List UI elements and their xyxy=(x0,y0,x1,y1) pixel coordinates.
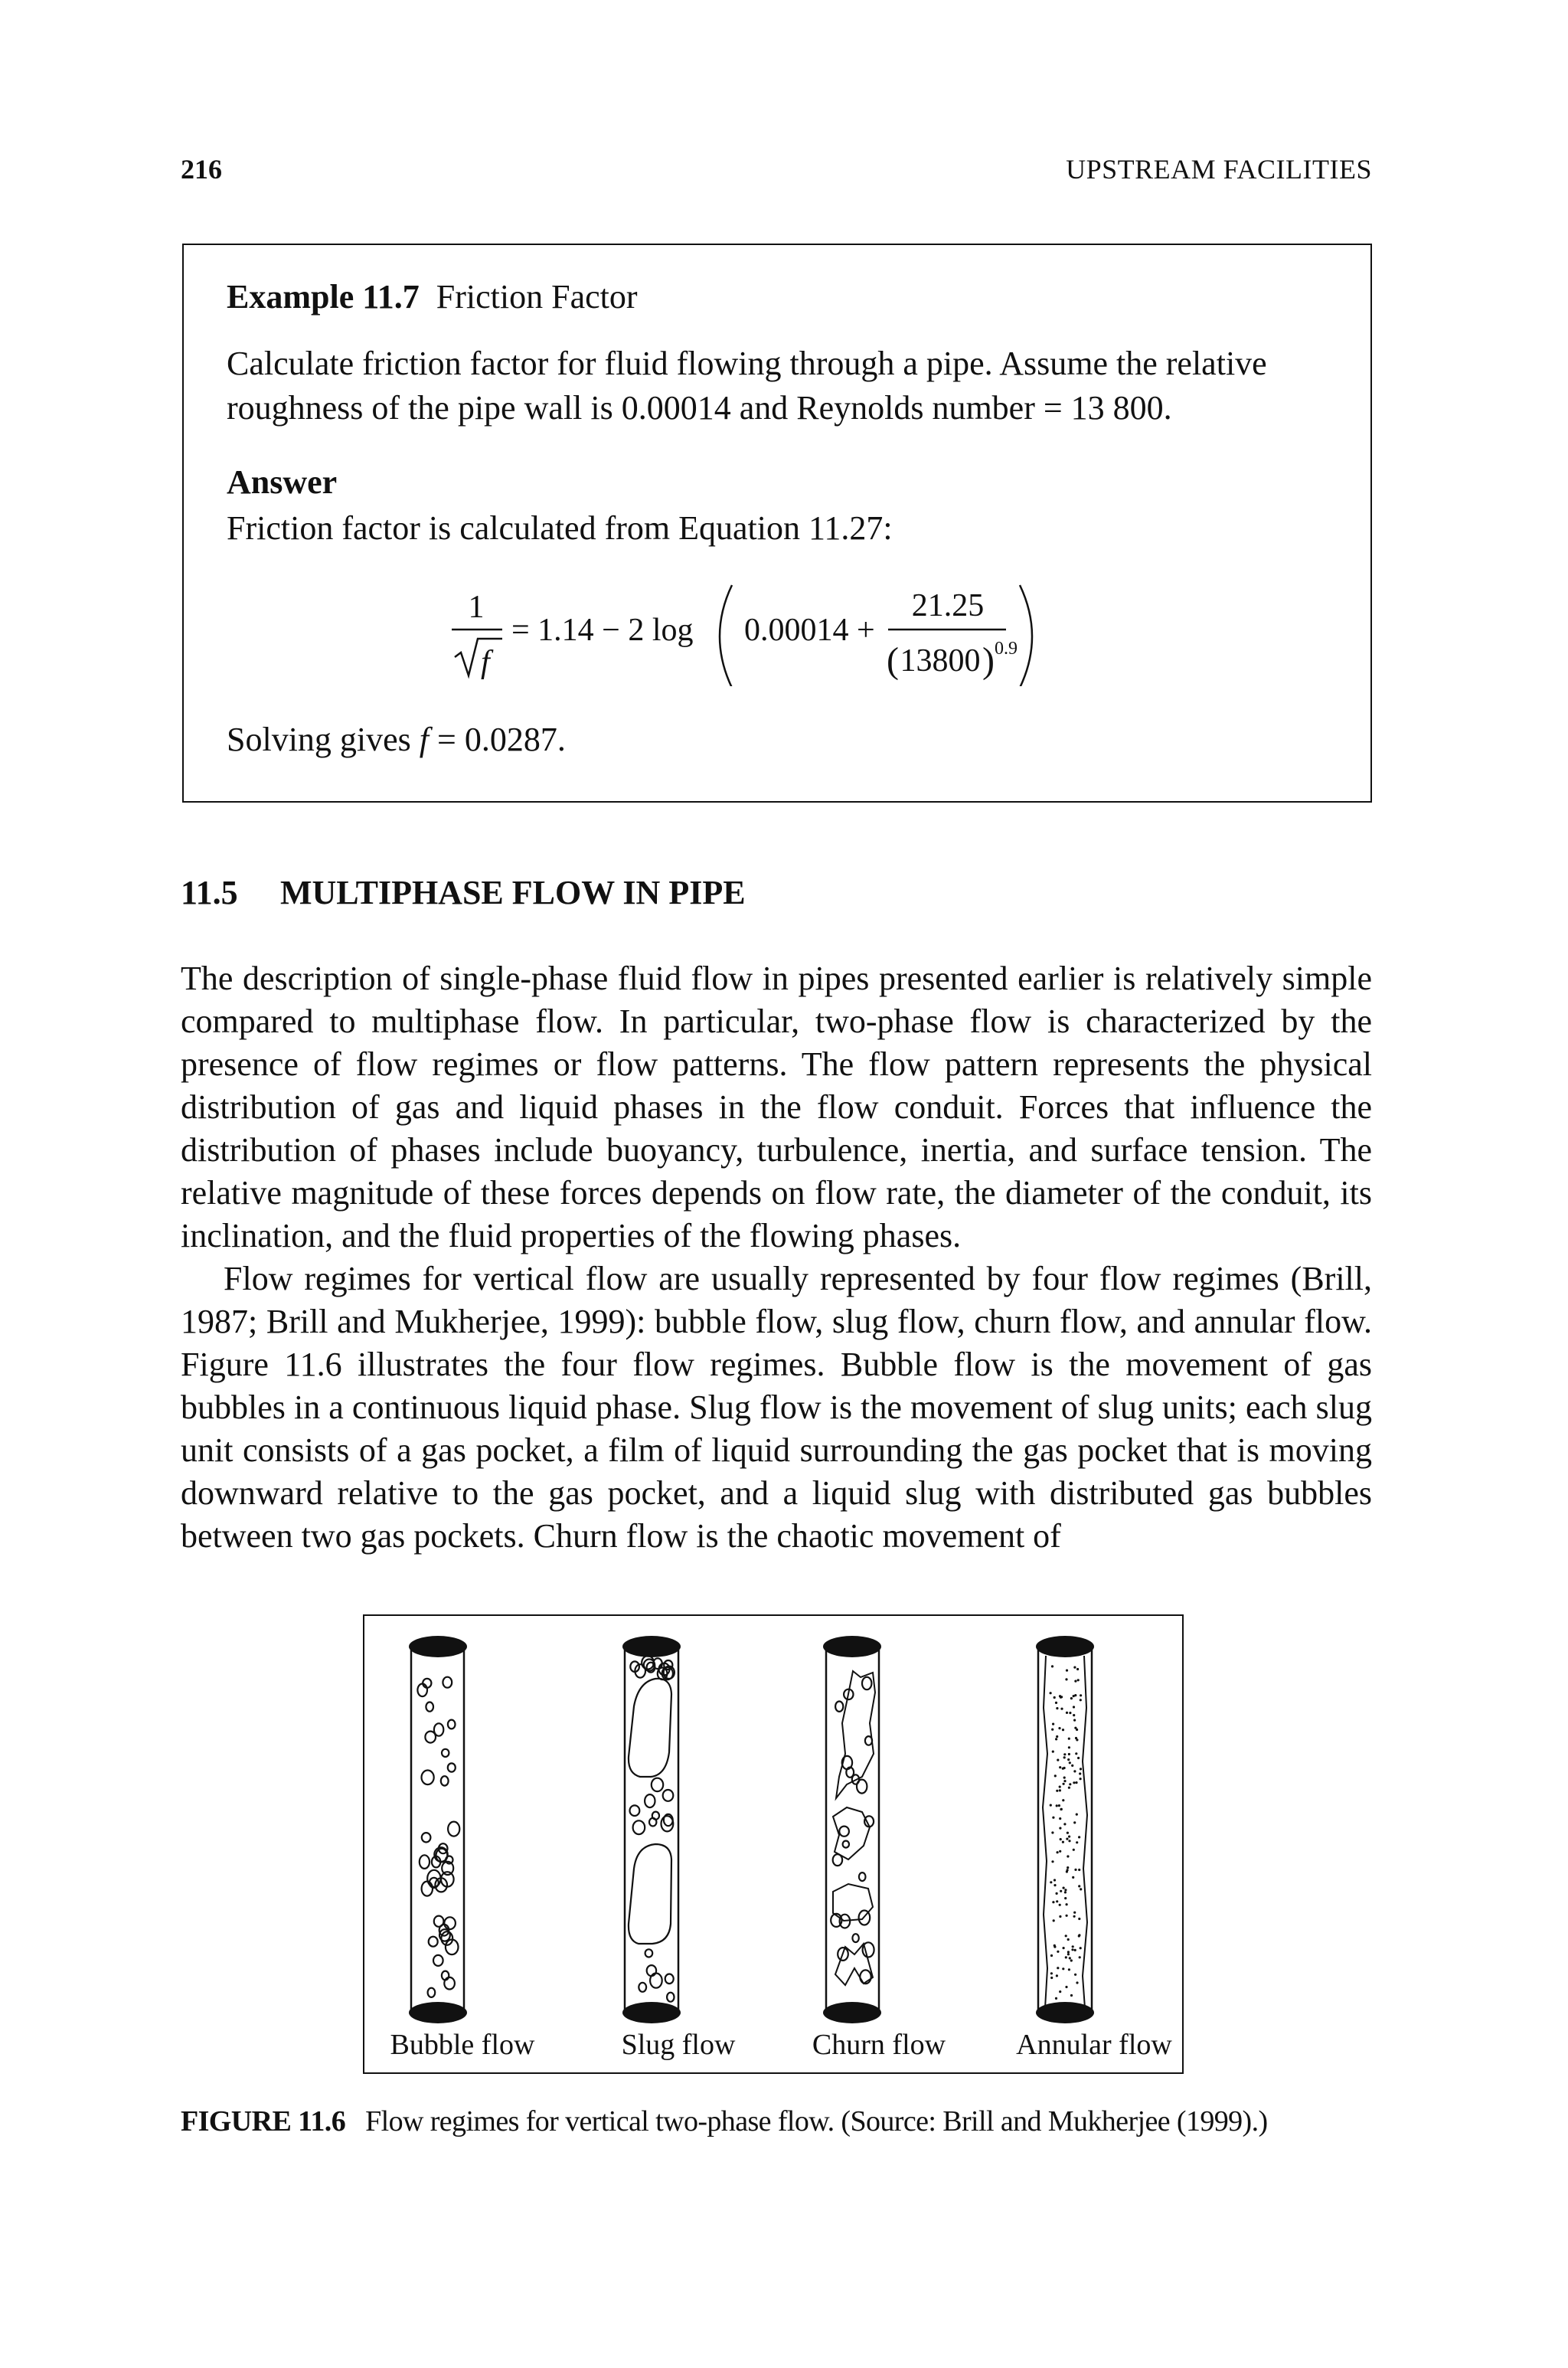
figure-11-6 xyxy=(363,1614,1184,2074)
slug-flow-pipe xyxy=(622,1636,681,2023)
label-bubble-flow: Bubble flow xyxy=(390,2029,535,2061)
section-title: MULTIPHASE FLOW IN PIPE xyxy=(280,874,746,911)
churn-gas-middle xyxy=(833,1807,870,1859)
eq-fraction-exponent: 0.9 xyxy=(995,639,1018,659)
sqrt-icon xyxy=(455,639,502,675)
gas-pocket-lower xyxy=(629,1844,671,1944)
left-paren-icon xyxy=(720,585,732,686)
annular-flow-pipe xyxy=(1036,1636,1094,2023)
solution-var: f xyxy=(419,721,430,758)
paragraph-2: Flow regimes for vertical flow are usually represented by four flow regimes (Brill, 1987; Brill and Mukherjee, 1999): bubble flow, slug flow, churn flow, and annular flow. Figure 11.6 illustrates the four flow regimes. Bubble flow is the movement of gas bubbles in a continuous liquid phase. Slug flow is the movement of slug units; each slug unit consists of a gas pocket, a film of liquid surrounding the gas pocket that is moving downward relative to the gas pocket, and a liquid slug with distributed gas bubbles between two gas pockets. Churn flow is the chaotic movement of xyxy=(181,1260,1372,1555)
flow-regimes-illustration xyxy=(364,1616,1181,2072)
label-annular-flow: Annular flow xyxy=(1016,2029,1172,2061)
gas-bubbles xyxy=(417,1677,459,1997)
example-box xyxy=(182,244,1372,803)
label-slug-flow: Slug flow xyxy=(621,2029,736,2061)
eq-lhs-denominator: f xyxy=(481,645,490,680)
right-paren-icon xyxy=(1020,585,1032,686)
example-title-text: Friction Factor xyxy=(436,278,638,316)
page-number: 216 xyxy=(181,154,222,185)
churn-gas-bottom xyxy=(835,1944,873,1985)
eq-open-paren: ( xyxy=(887,640,899,681)
label-churn-flow: Churn flow xyxy=(812,2029,946,2061)
annular-film-right xyxy=(1083,1656,1087,2008)
caption-label: FIGURE 11.6 xyxy=(181,2105,346,2137)
answer-heading: Answer xyxy=(227,463,338,501)
eq-close-paren: ) xyxy=(982,640,995,681)
example-label: Example 11.7 xyxy=(227,278,420,316)
solution-line xyxy=(227,720,566,759)
gas-pocket-upper xyxy=(629,1679,671,1777)
caption-text: Flow regimes for vertical two-phase flow. (Source: Brill and Mukherjee (1999).) xyxy=(365,2105,1268,2137)
churn-flow-pipe xyxy=(823,1636,881,2023)
section-number: 11.5 xyxy=(181,874,238,911)
bubble-flow-pipe xyxy=(409,1636,467,2023)
body-text xyxy=(181,957,1372,1558)
solution-prefix: Solving gives xyxy=(227,721,411,758)
churn-gas-upper xyxy=(836,1671,875,1798)
annular-film-left xyxy=(1043,1656,1047,2008)
slug-bubbles xyxy=(630,1656,675,2002)
eq-fraction-base: 13800 xyxy=(900,643,981,679)
figure-caption xyxy=(181,2105,1268,2138)
example-title xyxy=(227,277,638,316)
eq-inner-constant: 0.00014 + xyxy=(744,613,875,648)
example-question: Calculate friction factor for fluid flowing through a pipe. Assume the relative roughness of the pipe wall is 0.00014 and Reynolds number = 13 800. xyxy=(227,345,1267,427)
running-title: UPSTREAM FACILITIES xyxy=(1066,154,1372,185)
section-heading xyxy=(181,873,746,912)
eq-lhs-numerator: 1 xyxy=(468,590,485,625)
eq-fraction-numerator: 21.25 xyxy=(911,588,985,623)
solution-value: = 0.0287. xyxy=(437,721,566,758)
paragraph-1: The description of single-phase fluid flow in pipes presented earlier is relatively simple compared to multiphase flow. In particular, two-phase flow is characterized by the presence of flow regimes or flow patterns. The flow pattern represents the physical distribution of gas and liquid phases in the flow conduit. Forces that influence the distribution of phases include buoyancy, turbulence, inertia, and surface tension. The relative magnitude of these forces depends on flow rate, the diameter of the conduit, its inclination, and the fluid properties of the flowing phases. xyxy=(181,960,1372,1254)
annular-mist-droplets xyxy=(1050,1665,1083,2007)
friction-equation xyxy=(444,564,1072,686)
eq-rhs-prefix: = 1.14 − 2 log xyxy=(511,613,694,648)
answer-text: Friction factor is calculated from Equation 11.27: xyxy=(227,509,893,547)
